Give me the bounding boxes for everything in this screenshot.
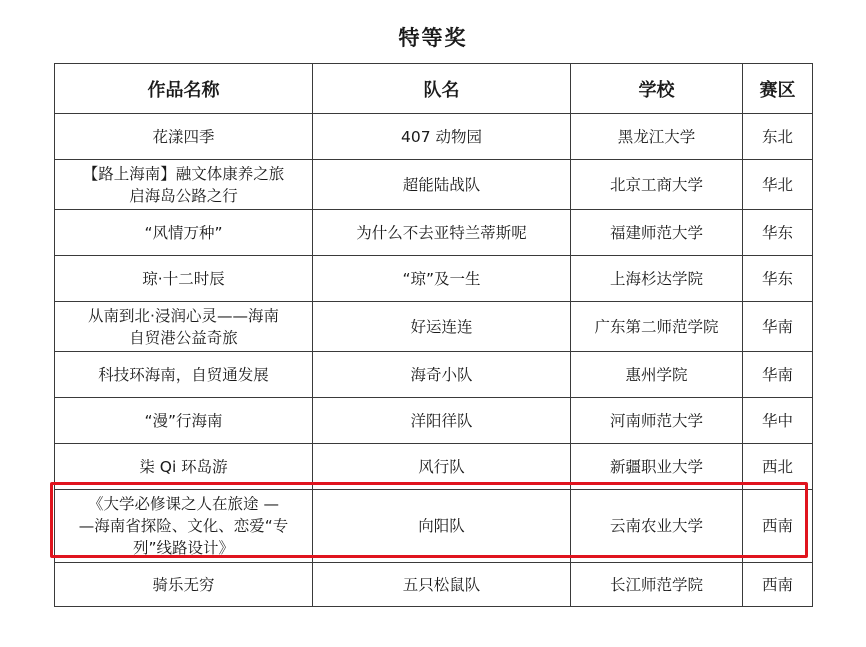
work-name-cell xyxy=(55,444,313,490)
region-cell: 华东 xyxy=(743,210,813,256)
school-cell: 长江师范学院 xyxy=(571,563,743,607)
work-name-line: “漫”行海南 xyxy=(144,411,223,430)
region-cell: 华中 xyxy=(743,398,813,444)
work-name-line: “风情万种” xyxy=(144,223,223,242)
page-title: 特等奖 xyxy=(398,26,468,50)
work-name-line: 《大学必修课之人在旅途 — xyxy=(88,495,279,513)
header-team-name: 队名 xyxy=(313,64,571,114)
team-name-cell: “琼”及一生 xyxy=(313,256,571,302)
work-name-line: 【路上海南】融文体康养之旅 xyxy=(82,164,285,183)
region-cell: 西北 xyxy=(743,444,813,490)
header-region: 赛区 xyxy=(743,64,813,114)
region-cell: 华南 xyxy=(743,302,813,352)
work-name-line: 列”线路设计》 xyxy=(132,539,235,557)
table-row xyxy=(55,210,813,256)
work-name-cell xyxy=(55,210,313,256)
work-name-line: 骑乐无穷 xyxy=(152,575,215,594)
table-row xyxy=(55,444,813,490)
work-name-cell xyxy=(55,352,313,398)
team-name-cell: 海奇小队 xyxy=(313,352,571,398)
school-cell: 广东第二师范学院 xyxy=(571,302,743,352)
work-name-line: 启海岛公路之行 xyxy=(129,186,238,205)
work-name-cell xyxy=(55,114,313,160)
work-name-line: 从南到北·浸润心灵——海南 xyxy=(88,306,279,325)
work-name-cell xyxy=(55,160,313,210)
table-row-highlighted xyxy=(55,490,813,563)
team-name-cell: 超能陆战队 xyxy=(313,160,571,210)
region-cell: 华北 xyxy=(743,160,813,210)
work-name-cell xyxy=(55,490,313,563)
work-name-line: 自贸港公益奇旅 xyxy=(129,328,238,347)
work-name-cell xyxy=(55,256,313,302)
school-cell: 上海杉达学院 xyxy=(571,256,743,302)
table-row xyxy=(55,302,813,352)
school-cell: 黑龙江大学 xyxy=(571,114,743,160)
table-row xyxy=(55,352,813,398)
school-cell: 云南农业大学 xyxy=(571,490,743,563)
work-name-line: —海南省探险、文化、恋爱“专 xyxy=(78,517,289,535)
team-name-cell: 向阳队 xyxy=(313,490,571,563)
work-name-line: 柒 Qi 环岛游 xyxy=(139,457,228,476)
region-cell: 西南 xyxy=(743,490,813,563)
school-cell: 福建师范大学 xyxy=(571,210,743,256)
table-row xyxy=(55,114,813,160)
team-name-cell: 五只松鼠队 xyxy=(313,563,571,607)
school-cell: 惠州学院 xyxy=(571,352,743,398)
header-work-name: 作品名称 xyxy=(55,64,313,114)
region-cell: 华南 xyxy=(743,352,813,398)
team-name-cell: 好运连连 xyxy=(313,302,571,352)
work-name-line: 琼·十二时辰 xyxy=(142,269,225,288)
region-cell: 华东 xyxy=(743,256,813,302)
team-name-cell: 洋阳徉队 xyxy=(313,398,571,444)
school-cell: 北京工商大学 xyxy=(571,160,743,210)
award-table xyxy=(54,63,813,607)
work-name-cell xyxy=(55,398,313,444)
work-name-cell xyxy=(55,563,313,607)
header-school: 学校 xyxy=(571,64,743,114)
school-cell: 新疆职业大学 xyxy=(571,444,743,490)
table-row xyxy=(55,563,813,607)
region-cell: 东北 xyxy=(743,114,813,160)
work-name-line: 花漾四季 xyxy=(152,127,215,146)
table-row xyxy=(55,160,813,210)
region-cell: 西南 xyxy=(743,563,813,607)
table-row xyxy=(55,398,813,444)
work-name-cell xyxy=(55,302,313,352)
table-header-row xyxy=(55,64,813,114)
school-cell: 河南师范大学 xyxy=(571,398,743,444)
work-name-line: 科技环海南，自贸通发展 xyxy=(98,365,269,384)
team-name-cell: 407 动物园 xyxy=(313,114,571,160)
table-row xyxy=(55,256,813,302)
team-name-cell: 风行队 xyxy=(313,444,571,490)
team-name-cell: 为什么不去亚特兰蒂斯呢 xyxy=(313,210,571,256)
